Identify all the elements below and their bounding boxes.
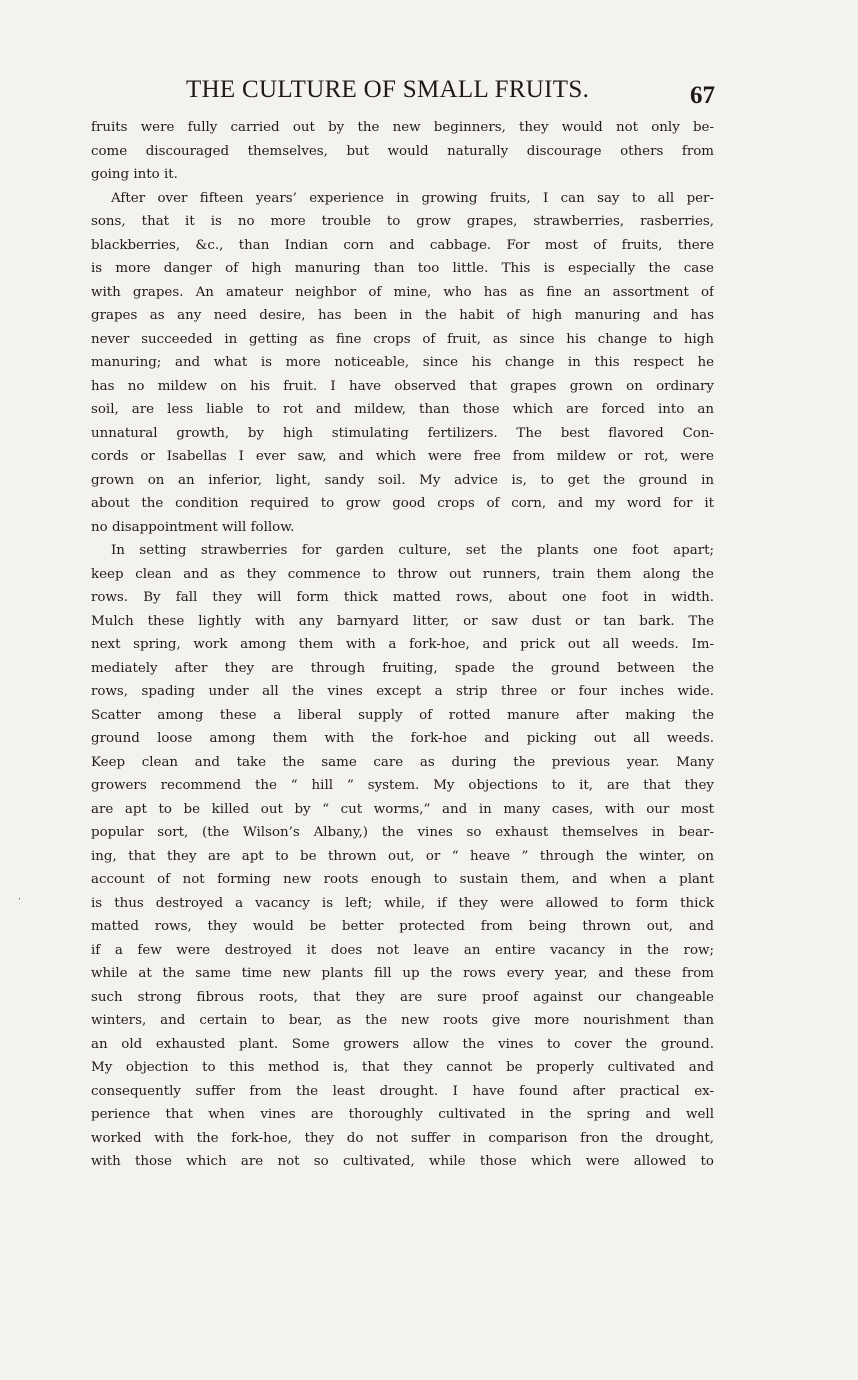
text-line: soil, are less liable to rot and mildew, than those which are forced into an [91, 402, 714, 417]
text-line: mediately after they are through fruiting, spade the ground between the [91, 660, 714, 676]
text-line: manuring; and what is more noticeable, since his change in this respect he [91, 355, 714, 370]
text-line: is thus destroyed a vacancy is left; while, if they were allowed to form thick [91, 895, 714, 911]
text-line: unnatural growth, by high stimulating fertilizers. The best flavored Con- [91, 425, 714, 441]
text-line: ing, that they are apt to be thrown out, or “ heave ” through the winter, on [91, 848, 714, 864]
running-title: THE CULTURE OF SMALL FRUITS. [186, 76, 590, 103]
margin-speck: ‧ [18, 895, 21, 905]
text-line: Scatter among these a liberal supply of rotted manure after making the [91, 707, 714, 723]
text-line: keep clean and as they commence to throw out runners, train them along the [91, 566, 714, 582]
text-line: rows, spading under all the vines except a strip three or four inches wide. [91, 684, 714, 699]
text-line: are apt to be killed out by “ cut worms,” and in many cases, with our most [91, 801, 714, 817]
text-line: matted rows, they would be better protected from being thrown out, and [91, 919, 714, 934]
text-line: rows. By fall they will form thick matted rows, about one foot in width. [91, 590, 714, 605]
text-line: if a few were destroyed it does not leave an entire vacancy in the row; [91, 942, 714, 958]
text-line: an old exhausted plant. Some growers allow the vines to cover the ground. [91, 1036, 714, 1052]
text-line: growers recommend the “ hill ” system. My objections to it, are that they [91, 778, 714, 793]
running-head [90, 76, 715, 112]
text-line: has no mildew on his fruit. I have observed that grapes grown on ordinary [91, 378, 714, 394]
text-line: Keep clean and take the same care as during the previous year. Many [91, 754, 714, 770]
text-line: perience that when vines are thoroughly cultivated in the spring and well [91, 1107, 714, 1122]
text-line: fruits were fully carried out by the new beginners, they would not only be- [91, 120, 714, 135]
text-line: ground loose among them with the fork-hoe and picking out all weeds. [91, 731, 714, 746]
text-line: account of not forming new roots enough to sustain them, and when a plant [91, 872, 714, 887]
text-line: grapes as any need desire, has been in the habit of high manuring and has [91, 308, 714, 323]
text-line: winters, and certain to bear, as the new roots give more nourishment than [91, 1013, 714, 1028]
text-line: consequently suffer from the least drought. I have found after practical ex- [91, 1083, 714, 1099]
paragraph-start-line: After over fifteen years’ experience in growing fruits, I can say to all per- [111, 190, 714, 206]
text-line: Mulch these lightly with any barnyard litter, or saw dust or tan bark. The [91, 613, 714, 629]
page-number: 67 [690, 82, 715, 109]
text-line: sons, that it is no more trouble to grow grapes, strawberries, rasberries, [91, 214, 714, 229]
text-line: next spring, work among them with a fork-hoe, and prick out all weeds. Im- [91, 637, 714, 652]
text-line: while at the same time new plants fill up the rows every year, and these from [91, 966, 714, 981]
text-line: going into it. [91, 167, 178, 182]
text-line: grown on an inferior, light, sandy soil. My advice is, to get the ground in [91, 472, 714, 488]
text-line: no disappointment will follow. [91, 519, 295, 535]
text-line: come discouraged themselves, but would naturally discourage others from [91, 143, 714, 159]
text-line: My objection to this method is, that they cannot be properly cultivated and [91, 1060, 714, 1075]
text-line: popular sort, (the Wilson’s Albany,) the vines so exhaust themselves in bear- [91, 825, 714, 840]
text-line: worked with the fork-hoe, they do not suffer in comparison fron the drought, [91, 1130, 714, 1146]
text-line: such strong fibrous roots, that they are sure proof against our changeable [91, 989, 714, 1005]
text-line: never succeeded in getting as fine crops of fruit, as since his change to high [91, 331, 714, 347]
text-line: about the condition required to grow good crops of corn, and my word for it [91, 496, 714, 511]
text-line: blackberries, &c., than Indian corn and cabbage. For most of fruits, there [91, 237, 714, 253]
body-text [91, 116, 714, 1174]
text-line: cords or Isabellas I ever saw, and which were free from mildew or rot, were [91, 449, 714, 464]
paragraph-start-line: In setting strawberries for garden culture, set the plants one foot apart; [111, 543, 714, 558]
text-line: with grapes. An amateur neighbor of mine, who has as fine an assortment of [91, 284, 714, 300]
text-line: with those which are not so cultivated, while those which were allowed to [91, 1154, 714, 1169]
text-line: is more danger of high manuring than too little. This is especially the case [91, 261, 714, 276]
